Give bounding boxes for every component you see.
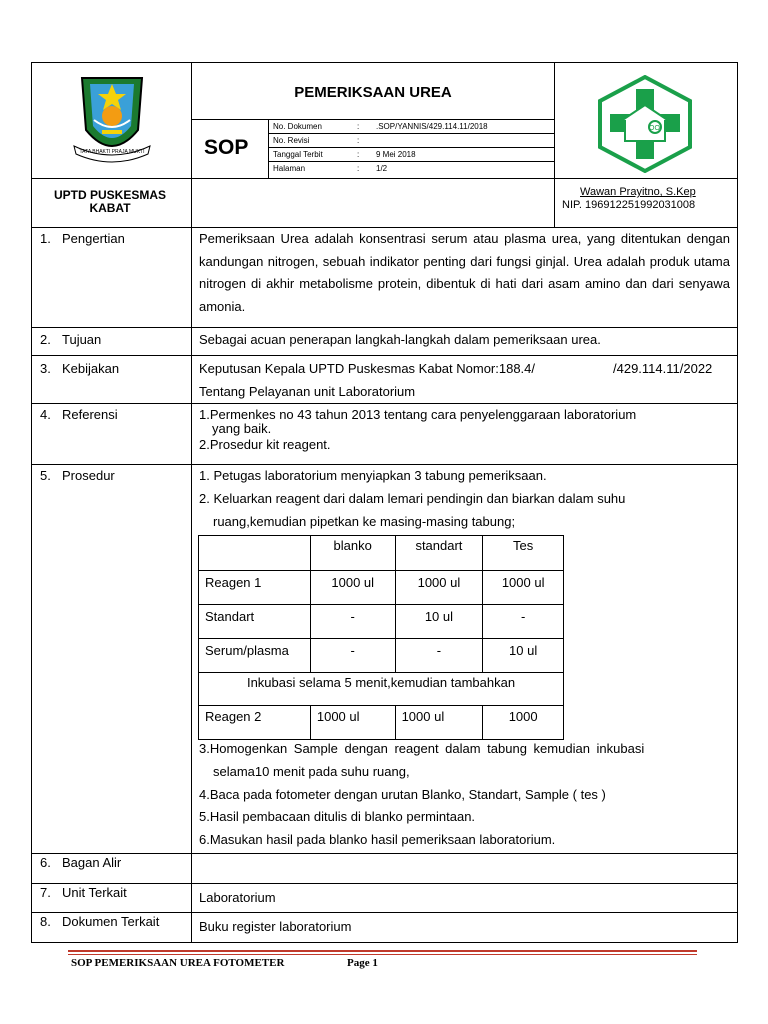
prosedur-step-3-cont: selama10 menit pada suhu ruang, — [213, 764, 410, 779]
prosedur-step-5: 5.Hasil pembacaan ditulis di blanko permintaan. — [199, 809, 476, 824]
tujuan-text: Sebagai acuan penerapan langkah-langkah dalam pemeriksaan urea. — [199, 332, 601, 347]
svg-text:OO: OO — [649, 125, 660, 132]
prosedur-step-6: 6.Masukan hasil pada blanko hasil pemeriksaan laboratorium. — [199, 832, 556, 847]
prosedur-step-3: 3.Homogenkan Sample dengan reagent dalam tabung kemudian inkubasi — [199, 741, 645, 756]
page-title: PEMERIKSAAN UREA — [294, 84, 452, 101]
signer-nip: NIP. 196912251992031008 — [562, 199, 696, 211]
footer-rule-bottom — [68, 954, 697, 955]
table-note-row: Inkubasi selama 5 menit,kemudian tambahkan — [199, 673, 564, 706]
referensi-item-2: 2.Prosedur kit reagent. — [199, 437, 331, 452]
footer-title: SOP PEMERIKSAAN UREA FOTOMETER — [71, 957, 285, 969]
sop-label: SOP — [204, 136, 249, 159]
kebijakan-line2: Tentang Pelayanan unit Laboratorium — [199, 384, 416, 399]
logo-motto: TATA BHAKTI PRAJA MUKTI — [79, 149, 145, 155]
regency-logo — [64, 70, 160, 166]
pengertian-text: Pemeriksaan Urea adalah konsentrasi serum atau plasma urea, yang ditentukan dengan kandungan nitrogen, sebuah indikator penting dari fungsi ginjal. Urea adalah produk utama nitrogen di akhir metabolisme protein, dibentuk di hati dari asam amino dan dari senyawa amonia. — [199, 231, 730, 314]
table-row: Serum/plasma - - 10 ul — [199, 639, 564, 673]
signer-name: Wawan Prayitno, S.Kep — [580, 186, 696, 198]
org-name: UPTD PUSKESMAS KABAT — [53, 188, 166, 215]
referensi-item-1: 1.Permenkes no 43 tahun 2013 tentang cara penyelenggaraan laboratorium — [199, 407, 637, 422]
referensi-item-1-cont: yang baik. — [212, 421, 272, 436]
prosedur-step-1: 1. Petugas laboratorium menyiapkan 3 tabung pemeriksaan. — [199, 468, 547, 483]
kebijakan-line1-b: /429.114.11/2022 — [613, 361, 713, 376]
prosedur-step-4: 4.Baca pada fotometer dengan urutan Blanko, Standart, Sample ( tes ) — [199, 787, 606, 802]
prosedur-step-2-cont: ruang,kemudian pipetkan ke masing-masing tabung; — [213, 514, 516, 529]
puskesmas-logo — [597, 75, 693, 173]
kebijakan-line1-a: Keputusan Kepala UPTD Puskesmas Kabat Nomor:188.4/ — [199, 361, 536, 376]
prosedur-step-2: 2. Keluarkan reagent dari dalam lemari pendingin dan biarkan dalam suhu — [199, 491, 626, 506]
reagent-table — [198, 535, 564, 740]
table-row: Reagen 2 1000 ul 1000 ul 1000 — [199, 706, 564, 740]
dokumen-terkait-text: Buku register laboratorium — [199, 919, 352, 934]
table-row: Reagen 1 1000 ul 1000 ul 1000 ul — [199, 571, 564, 605]
table-row: Standart - 10 ul - — [199, 605, 564, 639]
footer-page: Page 1 — [347, 957, 378, 969]
table-header-row: blanko standart Tes — [199, 536, 564, 571]
footer-rule-top — [68, 950, 697, 952]
unit-terkait-text: Laboratorium — [199, 890, 276, 905]
